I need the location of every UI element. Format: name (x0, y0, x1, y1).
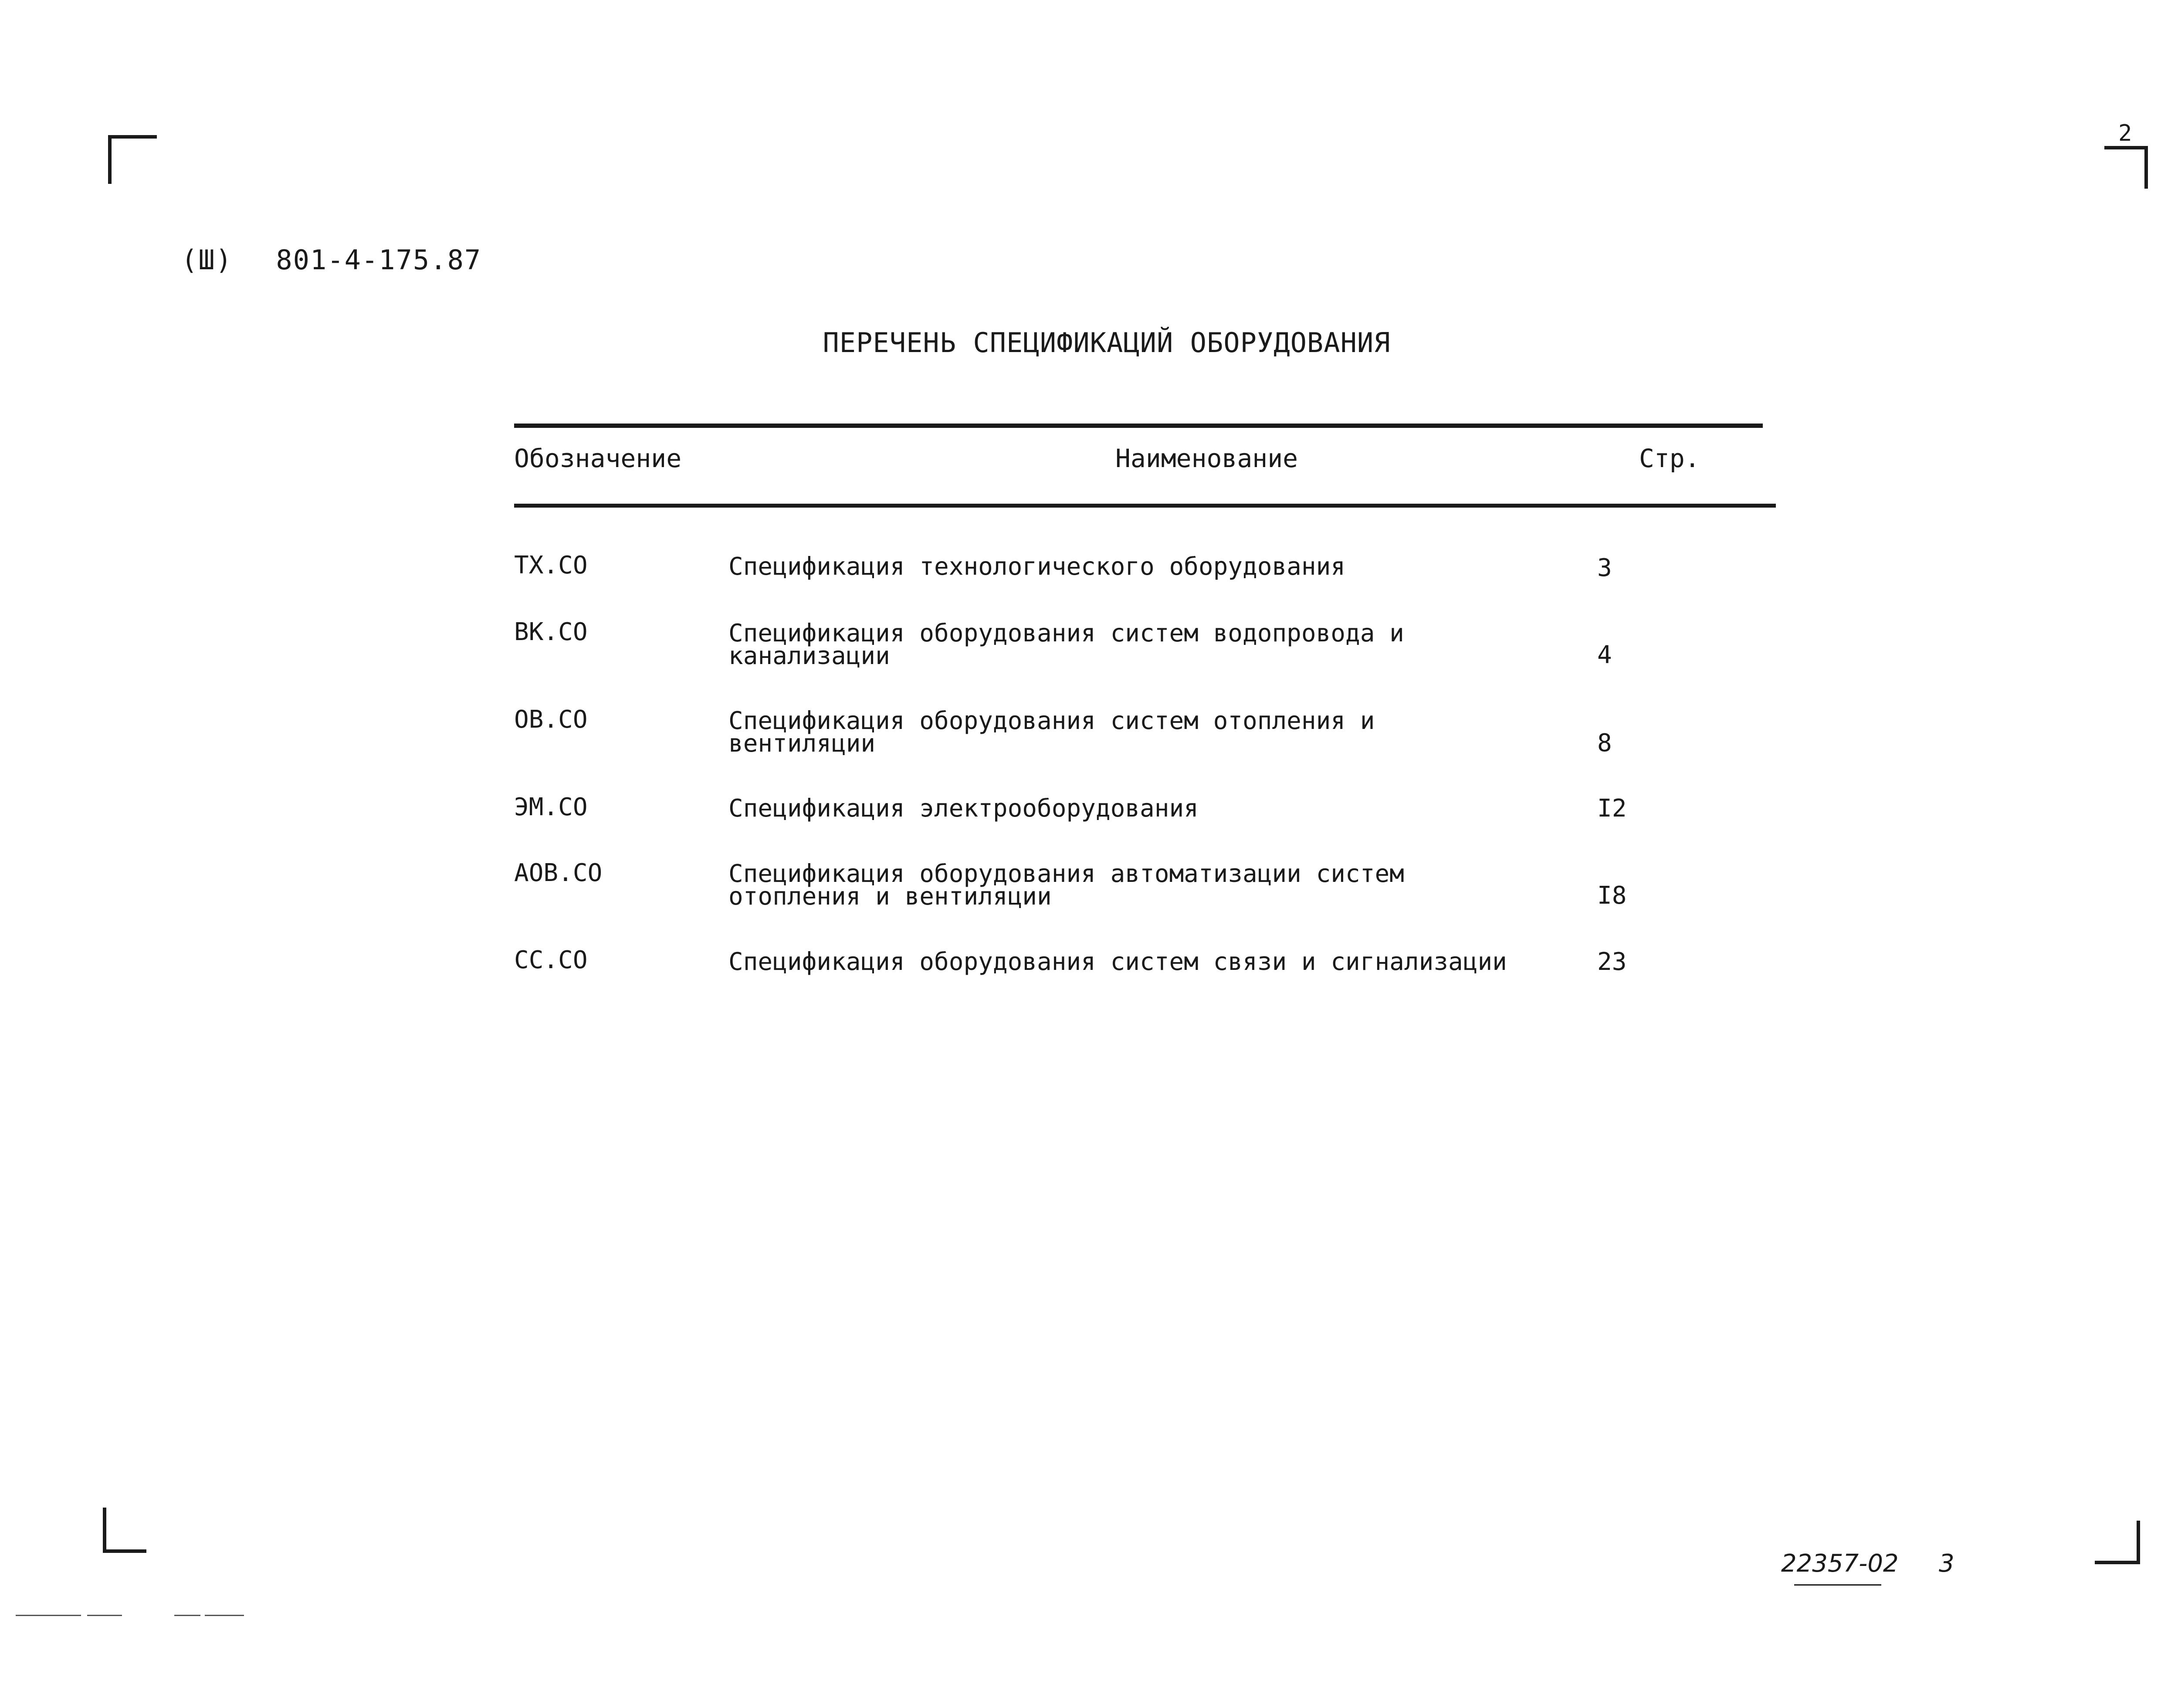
row-name: Спецификация технологического оборудования (728, 552, 1346, 581)
table-header-rule (514, 504, 1776, 508)
row-code: СС.СО (514, 946, 588, 974)
scan-mark (174, 1615, 200, 1616)
row-name: Спецификация оборудования систем водопровода и канализации (728, 619, 1404, 670)
row-page: 4 (1597, 641, 1612, 669)
row-code: ТХ.СО (514, 551, 588, 580)
column-header-page: Стр. (1639, 444, 1700, 473)
footer-document-number: 22357-02 (1781, 1549, 1899, 1578)
footer-page-number: 3 (1939, 1549, 1954, 1578)
row-page: 23 (1597, 948, 1627, 976)
row-name: Спецификация электрооборудования (728, 794, 1199, 823)
row-code: ОВ.СО (514, 705, 588, 734)
scan-mark (205, 1615, 244, 1616)
corner-mark-top-right (2104, 146, 2148, 189)
sheet-number: 2 (2118, 120, 2132, 146)
column-header-code: Обозначение (514, 444, 682, 473)
corner-mark-bottom-right (2095, 1521, 2140, 1564)
corner-mark-bottom-left (103, 1508, 146, 1553)
row-code: ВК.СО (514, 618, 588, 646)
document-code (181, 244, 481, 276)
row-name: Спецификация оборудования систем связи и сигнализации (728, 948, 1507, 976)
row-page: I8 (1597, 881, 1627, 910)
row-page: 3 (1597, 554, 1612, 582)
row-page: I2 (1597, 794, 1627, 823)
row-name: Спецификация оборудования систем отопления и вентиляции (728, 707, 1375, 758)
row-code: ЭМ.СО (514, 793, 588, 821)
page-title: ПЕРЕЧЕНЬ СПЕЦИФИКАЦИЙ ОБОРУДОВАНИЯ (823, 327, 1391, 359)
scan-mark (16, 1615, 81, 1616)
row-code: АОВ.СО (514, 859, 603, 887)
scan-mark (87, 1615, 122, 1616)
table-top-rule (514, 424, 1763, 428)
column-header-name: Наименование (1115, 444, 1298, 473)
row-name: Спецификация оборудования автоматизации систем отопления и вентиляции (728, 860, 1404, 911)
corner-mark-top-left (108, 135, 157, 184)
row-page: 8 (1597, 729, 1612, 757)
document-code-value: 801-4-175.87 (276, 244, 482, 276)
document-code-prefix: (Ш) (181, 244, 233, 276)
